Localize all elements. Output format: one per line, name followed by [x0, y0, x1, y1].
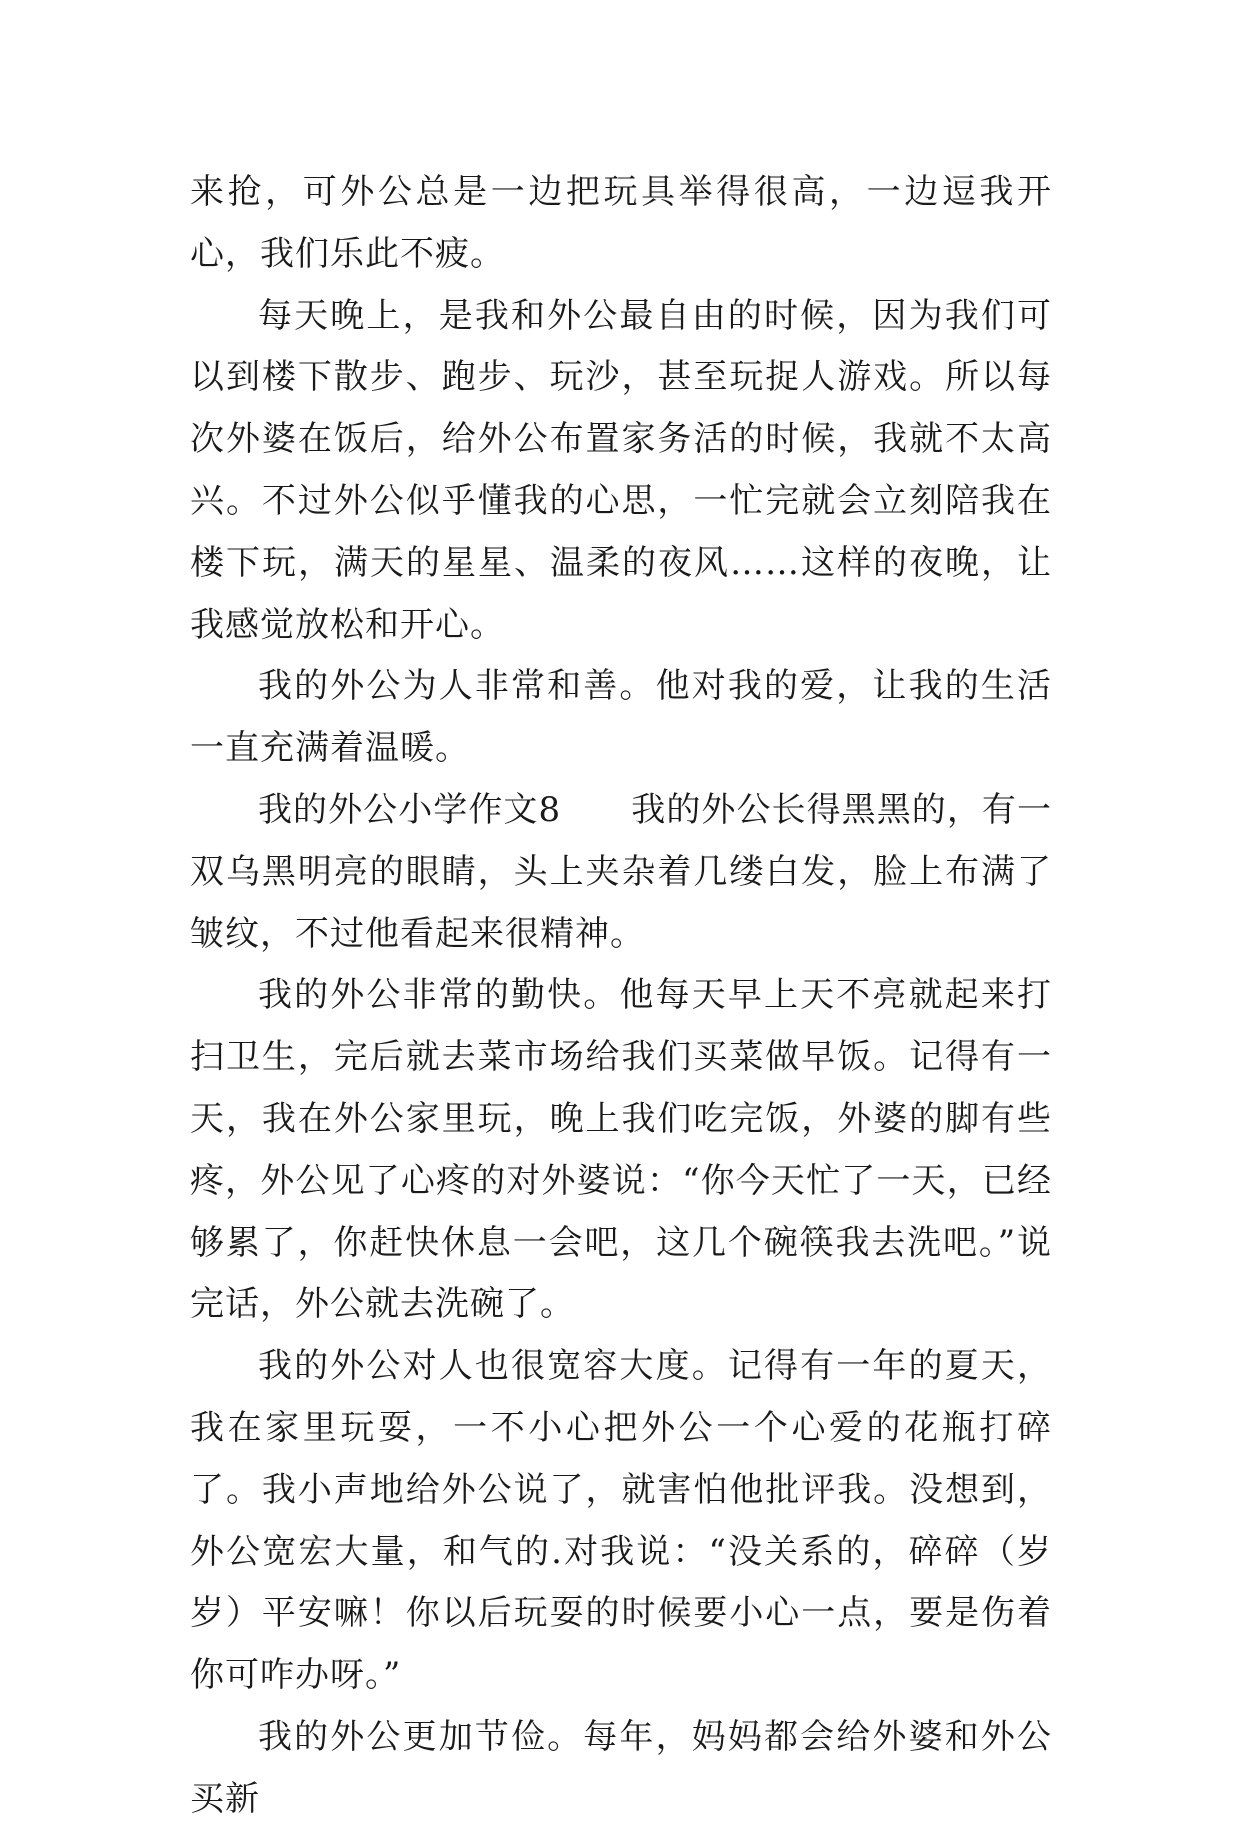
paragraph-7: 我的外公更加节俭。每年，妈妈都会给外婆和外公买新: [190, 1716, 1052, 1819]
paragraph-5: 我的外公非常的勤快。他每天早上天不亮就起来打扫卫生，完后就去菜市场给我们买菜做早饭。记得有一天，我在外公家里玩，晚上我们吃完饭，外婆的脚有些疼，外公见了心疼的对外婆说：“你今天忙了一天，已经够累了，你赶快休息一会吧，这几个碗筷我去洗吧。”说完话，外公就去洗碗了。: [190, 975, 1052, 1325]
paragraph-4: 我的外公小学作文8 我的外公长得黑黑的，有一双乌黑明亮的眼睛，头上夹杂着几缕白发，脸上布满了皱纹，不过他看起来很精神。: [190, 789, 1052, 954]
paragraph-2: 每天晚上，是我和外公最自由的时候，因为我们可以到楼下散步、跑步、玩沙，甚至玩捉人游戏。所以每次外婆在饭后，给外公布置家务活的时候，我就不太高兴。不过外公似乎懂我的心思，一忙完就会立刻陪我在楼下玩，满天的星星、温柔的夜风……这样的夜晚，让我感觉放松和开心。: [190, 295, 1052, 645]
article-body: [190, 162, 1052, 1831]
paragraph-6: 我的外公对人也很宽容大度。记得有一年的夏天，我在家里玩耍，一不小心把外公一个心爱的花瓶打碎了。我小声地给外公说了，就害怕他批评我。没想到，外公宽宏大量，和气的.对我说：“没关系的，碎碎（岁岁）平安嘛！你以后玩耍的时候要小心一点，要是伤着你可咋办呀。”: [190, 1346, 1052, 1696]
paragraph-1: 来抢，可外公总是一边把玩具举得很高，一边逗我开心，我们乐此不疲。: [190, 172, 1052, 274]
paragraph-3: 我的外公为人非常和善。他对我的爱，让我的生活一直充满着温暖。: [190, 666, 1052, 769]
